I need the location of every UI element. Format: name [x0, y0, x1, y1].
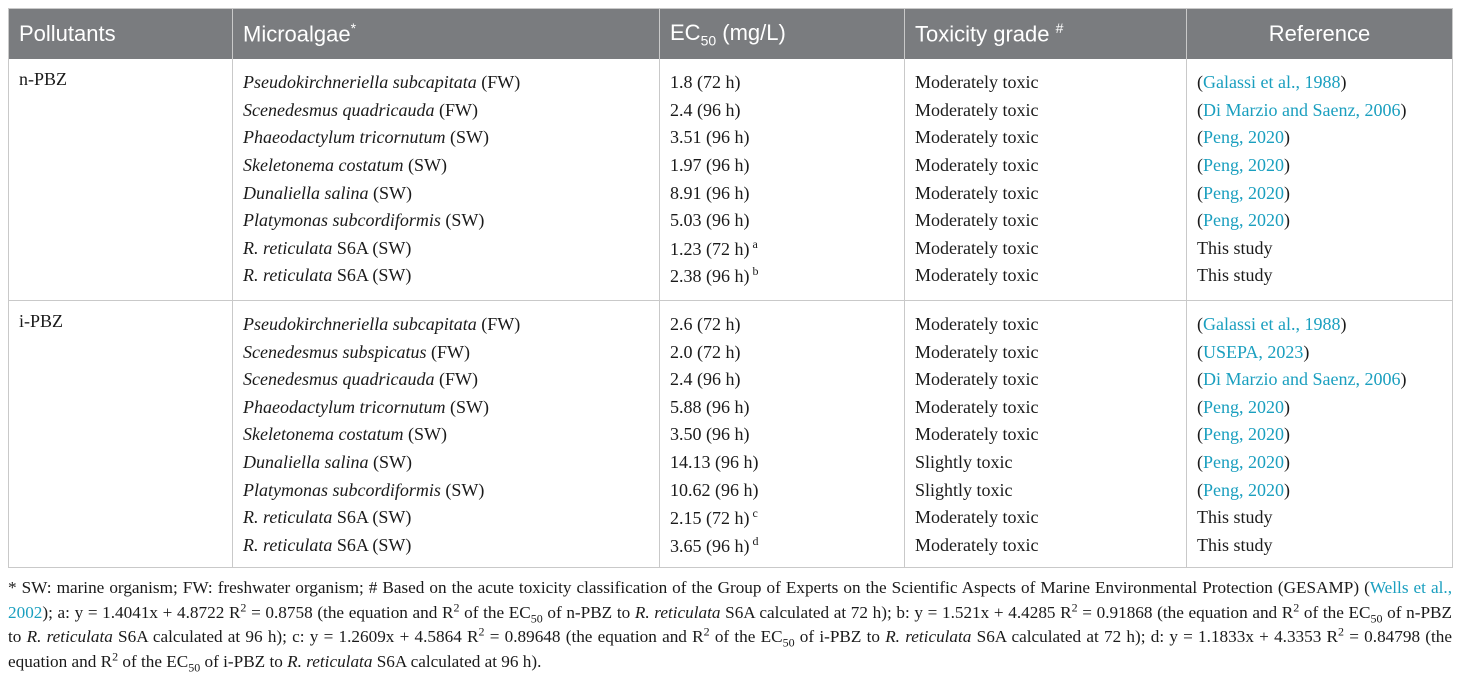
header-reference: Reference [1187, 9, 1453, 60]
ec50-cell: 1.97 (96 h) [660, 152, 905, 180]
reference-link[interactable]: Peng, 2020 [1203, 424, 1284, 445]
ec50-cell: 3.50 (96 h) [660, 421, 905, 449]
reference-link[interactable]: Di Marzio and Saenz, 2006 [1203, 99, 1401, 120]
microalgae-cell: R. reticulata S6A (SW) [233, 262, 660, 300]
reference-cell: This study [1197, 237, 1273, 258]
reference-cell: (USEPA, 2023) [1197, 341, 1310, 362]
microalgae-cell: Pseudokirchneriella subcapitata (FW) [233, 59, 660, 97]
ec50-cell: 2.15 (72 h) $^c$ [660, 504, 905, 532]
ec50-cell: 14.13 (96 h) [660, 449, 905, 477]
toxicity-cell: Moderately toxic [905, 532, 1187, 568]
microalgae-cell: Phaeodactylum tricornutum (SW) [233, 124, 660, 152]
toxicity-cell: Moderately toxic [905, 394, 1187, 422]
toxicity-cell: Moderately toxic [905, 504, 1187, 532]
microalgae-cell: Scenedesmus quadricauda (FW) [233, 366, 660, 394]
reference-link[interactable]: USEPA, 2023 [1203, 341, 1304, 362]
ec50-cell: 2.4 (96 h) [660, 366, 905, 394]
microalgae-cell: R. reticulata S6A (SW) [233, 504, 660, 532]
table-footnote: * SW: marine organism; FW: freshwater organism; # Based on the acute toxicity classification of the Group of Experts on the Scientific Aspects of Marine Environmental Protection (GESAMP) (Wells et al., 2002); a: y = 1.4041x + 4.8722 $R^2 = 0.8758$ (the equation and $R^2$ of the $EC_{50}$ of n-PBZ to R. reticulata S6A calculated at 72 h); b: y = 1.521x + 4.4285 $R^2 = 0.91868$ (the equation and $R^2$ of the $EC_{50}$ of n-PBZ to R. reticulata S6A calculated at 96 h); c: y = 1.2609x + 4.5864 $R^2 = 0.89648$ (the equation and $R^2$ of the $EC_{50}$ of i-PBZ to R. reticulata S6A calculated at 72 h); d: y = 1.1833x + 4.3353 $R^2 = 0.84798$ (the equation and $R^2$ of the $EC_{50}$ of i-PBZ to R. reticulata S6A calculated at 96 h). [8, 578, 1452, 674]
ec50-cell: 8.91 (96 h) [660, 179, 905, 207]
reference-cell: This study [1197, 507, 1273, 528]
microalgae-cell: Scenedesmus subspicatus (FW) [233, 338, 660, 366]
ec50-cell: 2.0 (72 h) [660, 338, 905, 366]
toxicity-cell: Moderately toxic [905, 421, 1187, 449]
toxicity-cell: Moderately toxic [905, 300, 1187, 338]
reference-cell: (Peng, 2020) [1197, 396, 1290, 417]
reference-cell: (Peng, 2020) [1197, 210, 1290, 231]
microalgae-cell: Scenedesmus quadricauda (FW) [233, 97, 660, 125]
reference-cell: (Galassi et al., 1988) [1197, 72, 1347, 93]
ec50-cell: 3.65 (96 h) $^d$ [660, 532, 905, 568]
toxicity-cell: Moderately toxic [905, 235, 1187, 263]
ec50-cell: 5.88 (96 h) [660, 394, 905, 422]
ec50-cell: 1.23 (72 h) $^a$ [660, 235, 905, 263]
toxicity-cell: Slightly toxic [905, 476, 1187, 504]
ec50-cell: 2.38 (96 h) $^b$ [660, 262, 905, 300]
toxicity-cell: Moderately toxic [905, 124, 1187, 152]
toxicity-cell: Moderately toxic [905, 262, 1187, 300]
reference-cell: (Peng, 2020) [1197, 424, 1290, 445]
header-row [9, 9, 1453, 60]
reference-link[interactable]: Peng, 2020 [1203, 182, 1284, 203]
microalgae-cell: Skeletonema costatum (SW) [233, 421, 660, 449]
ec50-cell: 2.4 (96 h) [660, 97, 905, 125]
reference-cell: This study [1187, 262, 1453, 300]
reference-cell: This study [1197, 534, 1273, 555]
table-row [9, 300, 1453, 338]
reference-cell: (Di Marzio and Saenz, 2006) [1197, 99, 1407, 120]
pollutant-cell: n-PBZ [9, 59, 233, 300]
toxicity-cell: Slightly toxic [905, 449, 1187, 477]
footnote-reference-link[interactable]: Wells et al., 2002 [8, 578, 1452, 622]
ec50-cell: 3.51 (96 h) [660, 124, 905, 152]
header-pollutants: Pollutants [9, 9, 233, 60]
reference-cell: (Galassi et al., 1988) [1197, 314, 1347, 335]
ec50-cell: 5.03 (96 h) [660, 207, 905, 235]
header-toxicity-grade: Toxicity grade # [905, 9, 1187, 60]
microalgae-cell: Skeletonema costatum (SW) [233, 152, 660, 180]
group-n-pbz [9, 59, 1453, 300]
reference-cell: (Peng, 2020) [1197, 155, 1290, 176]
toxicity-cell: Moderately toxic [905, 152, 1187, 180]
header-microalgae: Microalgae* [233, 9, 660, 60]
reference-link[interactable]: Peng, 2020 [1203, 127, 1284, 148]
toxicity-cell: Moderately toxic [905, 97, 1187, 125]
table-row [9, 59, 1453, 97]
microalgae-cell: R. reticulata S6A (SW) [233, 235, 660, 263]
reference-link[interactable]: Peng, 2020 [1203, 479, 1284, 500]
microalgae-cell: Pseudokirchneriella subcapitata (FW) [233, 300, 660, 338]
reference-cell: (Peng, 2020) [1197, 479, 1290, 500]
toxicity-cell: Moderately toxic [905, 338, 1187, 366]
reference-cell: (Peng, 2020) [1197, 127, 1290, 148]
toxicity-cell: Moderately toxic [905, 207, 1187, 235]
reference-link[interactable]: Di Marzio and Saenz, 2006 [1203, 369, 1401, 390]
microalgae-cell: Platymonas subcordiformis (SW) [233, 476, 660, 504]
reference-link[interactable]: Peng, 2020 [1203, 452, 1284, 473]
microalgae-cell: R. reticulata S6A (SW) [233, 532, 660, 568]
microalgae-cell: Phaeodactylum tricornutum (SW) [233, 394, 660, 422]
microalgae-cell: Platymonas subcordiformis (SW) [233, 207, 660, 235]
reference-cell: (Peng, 2020) [1197, 452, 1290, 473]
reference-cell: (Peng, 2020) [1197, 182, 1290, 203]
toxicity-cell: Moderately toxic [905, 179, 1187, 207]
reference-link[interactable]: Galassi et al., 1988 [1203, 72, 1341, 93]
header-ec50: $EC_{50}$ (mg/L) [660, 9, 905, 60]
ec50-cell: 2.6 (72 h) [660, 300, 905, 338]
toxicity-cell: Moderately toxic [905, 59, 1187, 97]
reference-cell: (Di Marzio and Saenz, 2006) [1197, 369, 1407, 390]
toxicity-cell: Moderately toxic [905, 366, 1187, 394]
reference-link[interactable]: Peng, 2020 [1203, 396, 1284, 417]
group-i-pbz [9, 300, 1453, 567]
ec50-table [8, 8, 1453, 568]
reference-link[interactable]: Galassi et al., 1988 [1203, 314, 1341, 335]
pollutant-cell: i-PBZ [9, 300, 233, 567]
reference-link[interactable]: Peng, 2020 [1203, 210, 1284, 231]
microalgae-cell: Dunaliella salina (SW) [233, 179, 660, 207]
ec50-cell: 10.62 (96 h) [660, 476, 905, 504]
ec50-cell: 1.8 (72 h) [660, 59, 905, 97]
microalgae-cell: Dunaliella salina (SW) [233, 449, 660, 477]
reference-link[interactable]: Peng, 2020 [1203, 155, 1284, 176]
